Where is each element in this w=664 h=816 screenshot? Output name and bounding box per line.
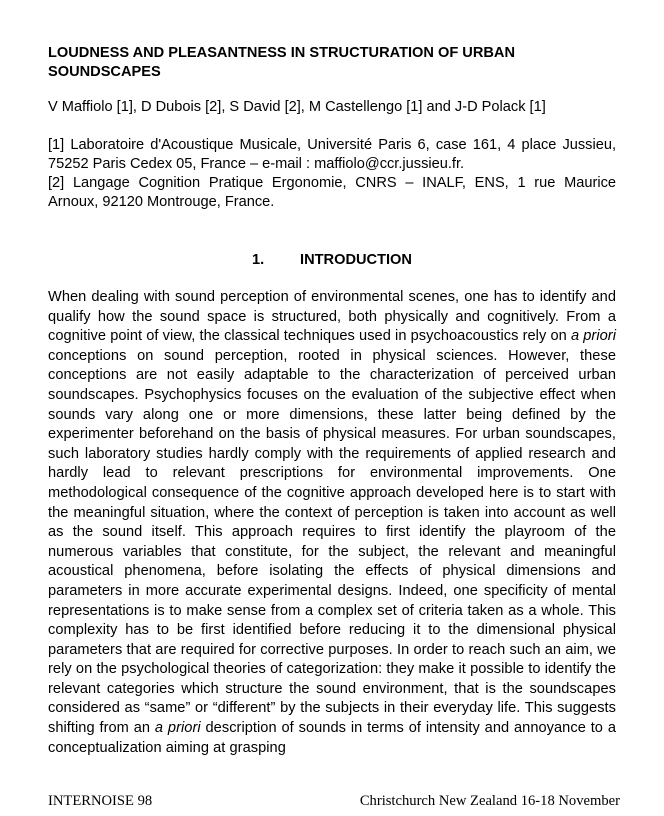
paper-page xyxy=(48,44,616,773)
body-paragraph xyxy=(48,288,616,758)
affiliation-2: [2] Langage Cognition Pratique Ergonomie, CNRS – INALF, ENS, 1 rue Maurice Arnoux, 92120 Montrouge, France. xyxy=(48,175,616,210)
body-italic-2: a priori xyxy=(154,720,201,737)
author-list: V Maffiolo [1], D Dubois [2], S David [2], M Castellengo [1] and J-D Polack [1] xyxy=(48,99,546,115)
footer-conference: INTERNOISE 98 xyxy=(48,793,153,809)
affiliation-1: [1] Laboratoire d'Acoustique Musicale, Université Paris 6, case 161, 4 place Jussieu, 75252 Paris Cedex 05, France – e-mail : maffiolo@ccr.jussieu.fr. xyxy=(48,137,616,172)
body-text-part-3: description of sounds in terms of intensity and annoyance to a conceptualization aiming at grasping xyxy=(48,720,616,756)
body-text-part-1: When dealing with sound perception of environmental scenes, one has to identify and qualify how the sound space is structured, both physically and cognitively. From a cognitive point of view, the classical techniques used in psychoacoustics rely on xyxy=(48,289,616,345)
footer-location-date: Christchurch New Zealand 16-18 November xyxy=(359,793,620,809)
paper-title: LOUDNESS AND PLEASANTNESS IN STRUCTURATION OF URBAN SOUNDSCAPES xyxy=(48,45,516,80)
section-heading xyxy=(48,251,616,270)
body-italic-1: a priori xyxy=(570,328,617,345)
section-number: 1. xyxy=(252,252,265,268)
body-text-part-2: conceptions on sound perception, rooted in physical sciences. However, these conceptions are not easily adaptable to the characterization of perceived urban soundscapes. Psychophysics focuses on the evaluation of the subjective effect when sounds vary along one or more dimensions, these latter being defined by the experimenter beforehand on the basis of physical measures. For urban soundscapes, such laboratory studies hardly comply with the requirements of applied research and hardly lead to relevant prescriptions for environmental improvements. One methodological consequence of the cognitive approach developed here is to start with the meaningful situation, where the context of perception is taken into account as well as the sound itself. This approach requires to first identify the playroom of the numerous variables that constitute, for the subject, the relevant and meaningful acoustical phenomena, before isolating the effects of physical dimensions and parameters in more accurate experimental designs. Indeed, one specificity of mental representations is to make sense from a complex set of criteria taken as a whole. This complexity has to be first identified before reducing it to the dimensional physical parameters that are required for corrective purposes. In order to reach such an aim, we rely on the psychological theories of categorization: they make it possible to identify the relevant categories which structure the sound environment, that is the soundscapes considered as “same” or “different” by the subjects in their everyday life. This suggests shifting from an xyxy=(48,347,616,737)
section-title: INTRODUCTION xyxy=(300,252,412,268)
